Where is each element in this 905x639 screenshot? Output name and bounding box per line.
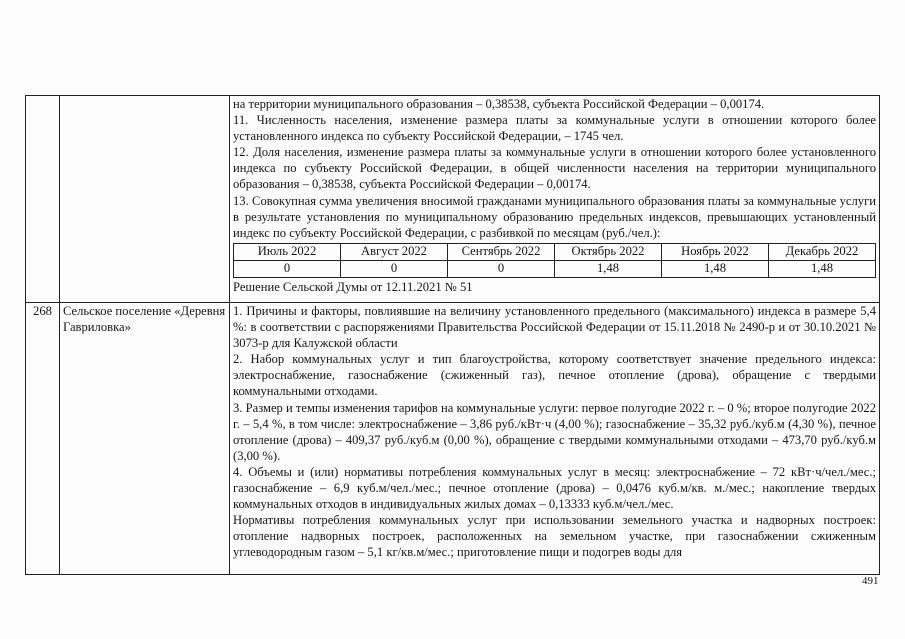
paragraph: 1. Причины и факторы, повлиявшие на величину установленного предельного (максимального) индекса в размере 5,4 %: в соответствии с распоряжениями Правительства Российской Федерации от 15.11.2018 № 2490-р и от 30.10.2021 № 3073-р для Калужской области [233,304,876,351]
month-value: 0 [448,260,555,277]
paragraph: 3. Размер и темпы изменения тарифов на коммунальные услуги: первое полугодие 2022 г. – 0 %; второе полугодие 2022 г. – 5,4 %, в том числе: электроснабжение – 3,86 руб./кВт·ч (4,00 %); газоснабжение – 35,32 руб./куб.м (4,30 %), печное отопление (дрова) – 409,37 руб./куб.м (0,00 %), обращение с твердыми коммунальными отходами – 473,70 руб./куб.м (3,00 %). [233,400,876,463]
months-header-row [234,243,876,260]
month-header: Ноябрь 2022 [662,243,769,260]
month-header: Июль 2022 [234,243,341,260]
month-header: Декабрь 2022 [769,243,876,260]
month-value: 0 [341,260,448,277]
page-number: 491 [862,575,879,587]
month-value: 1,48 [555,260,662,277]
info-content [233,303,876,574]
table-row [26,303,880,575]
municipality-name-cell: Сельское поселение «Деревня Гавриловка» [60,303,230,575]
paragraph: 2. Набор коммунальных услуг и тип благоустройства, которому соответствует значение предельного индекса: электроснабжение, газоснабжение (сжиженный газ), печное отопление (дрова), обращение с твердыми коммунальными отходами. [233,352,876,399]
decision-reference: Решение Сельской Думы от 12.11.2021 № 51 [233,279,473,294]
month-value: 0 [234,260,341,277]
monthly-increase-table [233,243,876,278]
info-cell [230,303,880,575]
month-header: Октябрь 2022 [555,243,662,260]
months-value-row [234,260,876,277]
municipality-name-cell [60,96,230,303]
month-value: 1,48 [662,260,769,277]
paragraph: 13. Совокупная сумма увеличения вносимой гражданами муниципального образования платы за коммунальные услуги в результате установления по муниципальному образованию предельных индексов, превышающих установленный индекс по субъекту Российской Федерации, с разбивкой по месяцам (руб./чел.): [233,193,876,240]
row-number-cell: 268 [26,303,60,575]
info-cell [230,96,880,303]
month-header: Август 2022 [341,243,448,260]
table-row [26,96,880,303]
municipal-index-table [25,95,880,575]
paragraph: Нормативы потребления коммунальных услуг при использовании земельного участка и надворных построек: отопление надворных построек, расположенных на земельном участке, при газоснабжении сжиженным углеводородным газом – 5,1 кг/кв.м/мес.; приготовление пищи и подогрев воды для [233,513,876,560]
paragraph: на территории муниципального образования – 0,38538, субъекта Российской Федерации – 0,00174. [233,97,765,111]
paragraph: 12. Доля населения, изменение размера платы за коммунальные услуги в отношении которого более установленного индекса по субъекту Российской Федерации, в общей численности населения на территории муниципального образования – 0,38538, субъекта Российской Федерации – 0,00174. [233,145,876,192]
paragraph: 4. Объемы и (или) нормативы потребления коммунальных услуг в месяц: электроснабжение – 72 кВт·ч/чел./мес.; газоснабжение – 6,9 куб.м/чел./мес.; печное отопление (дрова) – 0,0476 куб.м/кв. м./мес.; накопление твердых коммунальных отходов в индивидуальных жилых домах – 0,13333 куб.м/чел./мес. [233,464,876,512]
paragraph: 11. Численность населения, изменение размера платы за коммунальные услуги в отношении которого более установленного индекса по субъекту Российской Федерации, – 1745 чел. [233,113,876,144]
month-value: 1,48 [769,260,876,277]
row-number-cell [26,96,60,303]
month-header: Сентябрь 2022 [448,243,555,260]
